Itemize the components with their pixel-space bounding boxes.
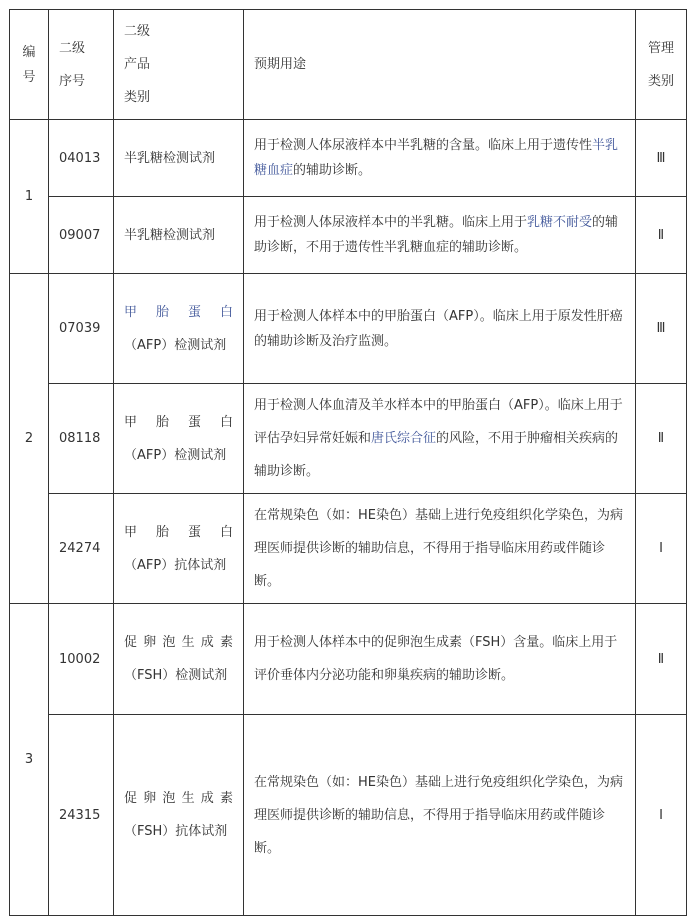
group-number: 2 — [10, 274, 49, 604]
sub-code: 24315 — [49, 715, 114, 916]
sub-code: 10002 — [49, 604, 114, 715]
mgmt-class: Ⅱ — [636, 384, 687, 494]
purpose-link[interactable]: 唐氏综合征 — [371, 431, 437, 446]
sub-code: 04013 — [49, 120, 114, 197]
header-category: 二级 产品 类别 — [114, 10, 244, 120]
header-no: 编 号 — [10, 10, 49, 120]
mgmt-class: Ⅱ — [636, 197, 687, 274]
group-number: 3 — [10, 604, 49, 916]
product-name: 甲胎蛋白 （AFP）检测试剂 — [114, 274, 244, 384]
intended-purpose: 用于检测人体尿液样本中半乳糖的含量。临床上用于遗传性半乳糖血症的辅助诊断。 — [244, 120, 636, 197]
intended-purpose: 用于检测人体样本中的促卵泡生成素（FSH）含量。临床上用于评价垂体内分泌功能和卵巢疾病的辅助诊断。 — [244, 604, 636, 715]
mgmt-class: Ⅲ — [636, 120, 687, 197]
product-name: 半乳糖检测试剂 — [114, 197, 244, 274]
mgmt-class: Ⅲ — [636, 274, 687, 384]
header-row — [10, 10, 687, 120]
table-row — [10, 384, 687, 494]
product-name: 促卵泡生成素 （FSH）抗体试剂 — [114, 715, 244, 916]
mgmt-class: Ⅰ — [636, 494, 687, 604]
intended-purpose: 用于检测人体尿液样本中的半乳糖。临床上用于乳糖不耐受的辅助诊断，不用于遗传性半乳糖血症的辅助诊断。 — [244, 197, 636, 274]
intended-purpose: 用于检测人体血清及羊水样本中的甲胎蛋白（AFP）。临床上用于评估孕妇异常妊娠和唐氏综合征的风险，不用于肿瘤相关疾病的辅助诊断。 — [244, 384, 636, 494]
mgmt-class: Ⅱ — [636, 604, 687, 715]
purpose-link[interactable]: 乳糖不耐受 — [527, 215, 593, 230]
table-row — [10, 274, 687, 384]
sub-code: 07039 — [49, 274, 114, 384]
table-row — [10, 715, 687, 916]
purpose-link[interactable]: 半乳糖血症 — [254, 138, 619, 178]
group-number: 1 — [10, 120, 49, 274]
classification-table — [9, 9, 687, 916]
table-row — [10, 197, 687, 274]
header-purpose: 预期用途 — [244, 10, 636, 120]
product-name-link[interactable]: 甲胎蛋白 — [124, 304, 233, 320]
intended-purpose: 在常规染色（如：HE染色）基础上进行免疫组织化学染色，为病理医师提供诊断的辅助信息，不得用于指导临床用药或伴随诊断。 — [244, 494, 636, 604]
table-row — [10, 604, 687, 715]
intended-purpose: 在常规染色（如：HE染色）基础上进行免疫组织化学染色，为病理医师提供诊断的辅助信息，不得用于指导临床用药或伴随诊断。 — [244, 715, 636, 916]
sub-code: 09007 — [49, 197, 114, 274]
intended-purpose: 用于检测人体样本中的甲胎蛋白（AFP）。临床上用于原发性肝癌的辅助诊断及治疗监测。 — [244, 274, 636, 384]
product-name: 促卵泡生成素 （FSH）检测试剂 — [114, 604, 244, 715]
product-name: 甲胎蛋白 （AFP）检测试剂 — [114, 384, 244, 494]
header-sub-no: 二级 序号 — [49, 10, 114, 120]
sub-code: 24274 — [49, 494, 114, 604]
header-mgmt-class: 管理 类别 — [636, 10, 687, 120]
mgmt-class: Ⅰ — [636, 715, 687, 916]
table-row — [10, 494, 687, 604]
product-name: 甲胎蛋白 （AFP）抗体试剂 — [114, 494, 244, 604]
table-row — [10, 120, 687, 197]
sub-code: 08118 — [49, 384, 114, 494]
product-name: 半乳糖检测试剂 — [114, 120, 244, 197]
